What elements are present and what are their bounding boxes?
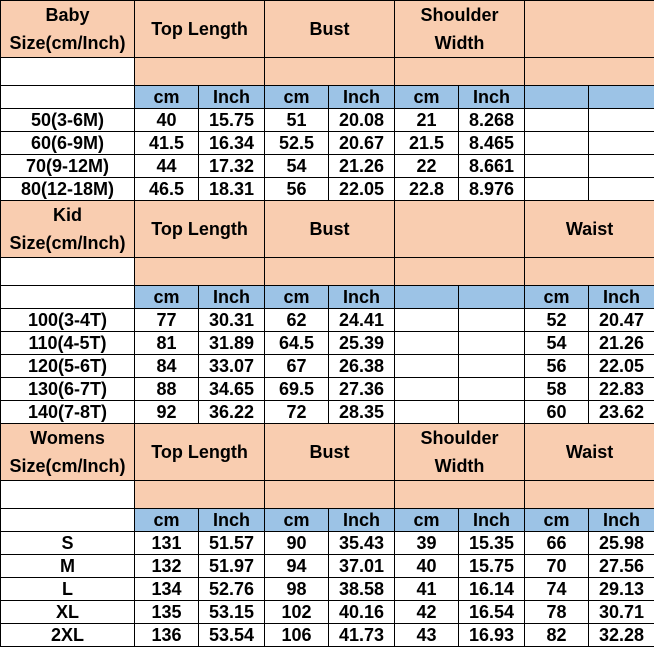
top-length-cm: 131: [135, 532, 199, 555]
shoulder-inch: 16.54: [459, 601, 525, 624]
table-row: [1, 332, 654, 355]
spacer-cell: [1, 481, 135, 509]
top-length-inch: 52.76: [199, 578, 265, 601]
size-label: S: [1, 532, 135, 555]
bust-header: Bust: [265, 424, 395, 481]
table-row: [1, 532, 654, 555]
size-label: XL: [1, 601, 135, 624]
bust-cm: 69.5: [265, 378, 329, 401]
bust-inch: 20.67: [329, 132, 395, 155]
table-row: [1, 355, 654, 378]
size-label: 100(3-4T): [1, 309, 135, 332]
shoulder-inch: 8.465: [459, 132, 525, 155]
spacer-cell: [265, 481, 395, 509]
waist-inch: 21.26: [589, 332, 654, 355]
spacer-cell: [135, 258, 265, 286]
top-length-inch: 53.54: [199, 624, 265, 647]
waist-cm: 60: [525, 401, 589, 424]
bust-inch: 25.39: [329, 332, 395, 355]
unit-cm: cm: [135, 86, 199, 109]
waist-inch: 23.62: [589, 401, 654, 424]
top-length-header: Top Length: [135, 1, 265, 58]
waist-inch: 27.56: [589, 555, 654, 578]
waist-cm: 70: [525, 555, 589, 578]
header-line-1: Kid: [53, 205, 82, 225]
shoulder-inch: 8.268: [459, 109, 525, 132]
waist-inch: 29.13: [589, 578, 654, 601]
top-length-cm: 136: [135, 624, 199, 647]
top-length-inch: 15.75: [199, 109, 265, 132]
shoulder-cm: 43: [395, 624, 459, 647]
top-length-cm: 134: [135, 578, 199, 601]
shoulder-cm: 22.8: [395, 178, 459, 201]
table-row: [1, 378, 654, 401]
shoulder-inch: 8.976: [459, 178, 525, 201]
bust-cm: 54: [265, 155, 329, 178]
size-label: L: [1, 578, 135, 601]
table-row: [1, 109, 654, 132]
shoulder-inch: 16.14: [459, 578, 525, 601]
spacer-cell: [265, 258, 395, 286]
kid-spacer-row: [1, 258, 654, 286]
units-blank: [1, 286, 135, 309]
unit-inch: Inch: [199, 286, 265, 309]
bust-cm: 62: [265, 309, 329, 332]
spacer-cell: [1, 258, 135, 286]
bust-header: Bust: [265, 201, 395, 258]
size-label: 2XL: [1, 624, 135, 647]
shoulder-cm: [395, 378, 459, 401]
top-length-cm: 88: [135, 378, 199, 401]
spacer-cell: [525, 481, 654, 509]
waist-inch: 20.47: [589, 309, 654, 332]
spacer-cell: [135, 58, 265, 86]
unit-cm: cm: [525, 286, 589, 309]
shoulder-cm: [395, 309, 459, 332]
unit-inch: Inch: [329, 286, 395, 309]
bust-inch: 26.38: [329, 355, 395, 378]
shoulder-cm: 39: [395, 532, 459, 555]
shoulder-inch: [459, 309, 525, 332]
table-row: [1, 132, 654, 155]
top-length-inch: 51.57: [199, 532, 265, 555]
unit-inch: Inch: [589, 286, 654, 309]
spacer-cell: [1, 58, 135, 86]
table-row: [1, 601, 654, 624]
units-blank: [1, 509, 135, 532]
top-length-inch: 30.31: [199, 309, 265, 332]
bust-header: Bust: [265, 1, 395, 58]
bust-inch: 28.35: [329, 401, 395, 424]
top-length-cm: 41.5: [135, 132, 199, 155]
spacer-cell: [395, 58, 525, 86]
waist-inch: [589, 178, 654, 201]
waist-inch: 22.83: [589, 378, 654, 401]
shoulder-width-header: [395, 201, 525, 258]
top-length-inch: 31.89: [199, 332, 265, 355]
waist-cm: 56: [525, 355, 589, 378]
shoulder-inch: [459, 401, 525, 424]
unit-cm: cm: [395, 86, 459, 109]
shoulder-cm: [395, 355, 459, 378]
shoulder-cm: 41: [395, 578, 459, 601]
unit-cm: cm: [135, 509, 199, 532]
unit-inch: Inch: [199, 509, 265, 532]
waist-inch: 22.05: [589, 355, 654, 378]
waist-cm: 54: [525, 332, 589, 355]
spacer-cell: [395, 258, 525, 286]
spacer-cell: [265, 58, 395, 86]
top-length-inch: 36.22: [199, 401, 265, 424]
top-length-inch: 51.97: [199, 555, 265, 578]
table-row: [1, 155, 654, 178]
bust-cm: 94: [265, 555, 329, 578]
baby-size-title: [1, 1, 135, 58]
top-length-inch: 18.31: [199, 178, 265, 201]
top-length-inch: 16.34: [199, 132, 265, 155]
shoulder-cm: [395, 332, 459, 355]
top-length-cm: 84: [135, 355, 199, 378]
bust-inch: 40.16: [329, 601, 395, 624]
size-label: 60(6-9M): [1, 132, 135, 155]
top-length-inch: 17.32: [199, 155, 265, 178]
bust-inch: 21.26: [329, 155, 395, 178]
shoulder-inch: 15.75: [459, 555, 525, 578]
waist-header: Waist: [525, 201, 654, 258]
shoulder-width-header: [395, 424, 525, 481]
table-row: [1, 309, 654, 332]
waist-cm: [525, 155, 589, 178]
top-length-header: Top Length: [135, 424, 265, 481]
bust-cm: 64.5: [265, 332, 329, 355]
top-length-cm: 40: [135, 109, 199, 132]
spacer-cell: [395, 481, 525, 509]
shoulder-inch: 15.35: [459, 532, 525, 555]
baby-units-row: [1, 86, 654, 109]
size-label: 140(7-8T): [1, 401, 135, 424]
spacer-cell: [525, 58, 654, 86]
shoulder-inch: [459, 378, 525, 401]
womens-header-row: [1, 424, 654, 481]
unit-cm: cm: [265, 286, 329, 309]
shoulder-cm: [395, 401, 459, 424]
waist-inch: [589, 109, 654, 132]
top-length-inch: 34.65: [199, 378, 265, 401]
size-label: 80(12-18M): [1, 178, 135, 201]
header-line-2: Size(cm/Inch): [9, 456, 126, 476]
baby-spacer-row: [1, 58, 654, 86]
waist-cm: [525, 132, 589, 155]
unit-cm: cm: [265, 86, 329, 109]
waist-cm: [525, 178, 589, 201]
size-label: 130(6-7T): [1, 378, 135, 401]
top-length-cm: 132: [135, 555, 199, 578]
bust-cm: 90: [265, 532, 329, 555]
top-length-cm: 92: [135, 401, 199, 424]
top-length-inch: 53.15: [199, 601, 265, 624]
kid-header-row: [1, 201, 654, 258]
bust-inch: 35.43: [329, 532, 395, 555]
waist-header: [525, 1, 654, 58]
size-label: 50(3-6M): [1, 109, 135, 132]
waist-cm: 74: [525, 578, 589, 601]
bust-cm: 98: [265, 578, 329, 601]
bust-cm: 56: [265, 178, 329, 201]
unit-inch: Inch: [589, 509, 654, 532]
unit-cm: cm: [395, 509, 459, 532]
shoulder-cm: 21.5: [395, 132, 459, 155]
unit-inch: Inch: [329, 509, 395, 532]
header-line-2: Size(cm/Inch): [9, 233, 126, 253]
unit-inch: Inch: [329, 86, 395, 109]
waist-inch: [589, 155, 654, 178]
womens-size-title: [1, 424, 135, 481]
bust-inch: 22.05: [329, 178, 395, 201]
header-line-2: Size(cm/Inch): [9, 33, 126, 53]
top-length-cm: 135: [135, 601, 199, 624]
shoulder-inch: 8.661: [459, 155, 525, 178]
shoulder-cm: 40: [395, 555, 459, 578]
size-label: M: [1, 555, 135, 578]
spacer-cell: [525, 258, 654, 286]
shoulder-inch: 16.93: [459, 624, 525, 647]
unit-empty: [459, 286, 525, 309]
waist-cm: 66: [525, 532, 589, 555]
waist-inch: 25.98: [589, 532, 654, 555]
bust-cm: 67: [265, 355, 329, 378]
unit-inch: Inch: [199, 86, 265, 109]
top-length-cm: 46.5: [135, 178, 199, 201]
size-label: 120(5-6T): [1, 355, 135, 378]
top-length-cm: 81: [135, 332, 199, 355]
bust-inch: 27.36: [329, 378, 395, 401]
units-blank: [1, 86, 135, 109]
top-length-cm: 44: [135, 155, 199, 178]
header-line-2: Width: [434, 33, 485, 53]
unit-empty: [589, 86, 654, 109]
bust-cm: 72: [265, 401, 329, 424]
waist-cm: [525, 109, 589, 132]
unit-cm: cm: [525, 509, 589, 532]
table-row: [1, 578, 654, 601]
top-length-inch: 33.07: [199, 355, 265, 378]
bust-inch: 38.58: [329, 578, 395, 601]
header-line-2: Width: [434, 456, 485, 476]
kid-units-row: [1, 286, 654, 309]
shoulder-cm: 21: [395, 109, 459, 132]
shoulder-width-header: [395, 1, 525, 58]
table-row: [1, 178, 654, 201]
header-line-1: Shoulder: [420, 5, 499, 25]
baby-header-row: [1, 1, 654, 58]
shoulder-inch: [459, 332, 525, 355]
bust-inch: 24.41: [329, 309, 395, 332]
waist-cm: 52: [525, 309, 589, 332]
unit-inch: Inch: [459, 86, 525, 109]
bust-inch: 20.08: [329, 109, 395, 132]
header-line-1: Womens: [30, 428, 105, 448]
waist-header: Waist: [525, 424, 654, 481]
waist-inch: 32.28: [589, 624, 654, 647]
womens-spacer-row: [1, 481, 654, 509]
header-line-1: Baby: [45, 5, 90, 25]
bust-inch: 41.73: [329, 624, 395, 647]
waist-cm: 78: [525, 601, 589, 624]
bust-cm: 102: [265, 601, 329, 624]
table-row: [1, 555, 654, 578]
size-label: 70(9-12M): [1, 155, 135, 178]
unit-cm: cm: [265, 509, 329, 532]
kid-size-title: [1, 201, 135, 258]
unit-cm: cm: [135, 286, 199, 309]
shoulder-inch: [459, 355, 525, 378]
waist-cm: 58: [525, 378, 589, 401]
womens-units-row: [1, 509, 654, 532]
unit-inch: Inch: [459, 509, 525, 532]
shoulder-cm: 42: [395, 601, 459, 624]
waist-cm: 82: [525, 624, 589, 647]
table-row: [1, 401, 654, 424]
bust-cm: 106: [265, 624, 329, 647]
bust-inch: 37.01: [329, 555, 395, 578]
shoulder-cm: 22: [395, 155, 459, 178]
table-row: [1, 624, 654, 647]
top-length-cm: 77: [135, 309, 199, 332]
unit-empty: [395, 286, 459, 309]
top-length-header: Top Length: [135, 201, 265, 258]
header-line-1: Shoulder: [420, 428, 499, 448]
waist-inch: 30.71: [589, 601, 654, 624]
waist-inch: [589, 132, 654, 155]
unit-empty: [525, 86, 589, 109]
bust-cm: 51: [265, 109, 329, 132]
spacer-cell: [135, 481, 265, 509]
bust-cm: 52.5: [265, 132, 329, 155]
size-label: 110(4-5T): [1, 332, 135, 355]
